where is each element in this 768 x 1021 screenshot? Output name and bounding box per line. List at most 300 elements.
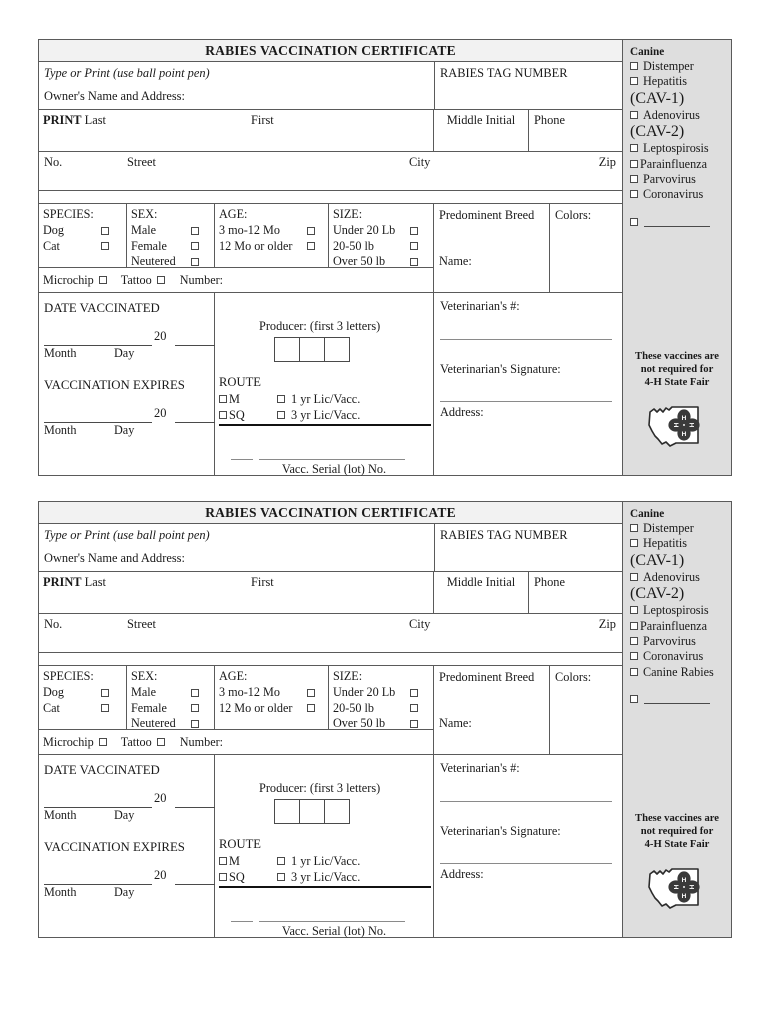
- route-option-m-label: M: [229, 853, 240, 868]
- phone-label: Phone: [534, 575, 565, 589]
- middle-initial-field[interactable]: [434, 110, 529, 151]
- vaccine-checkbox-adenovirus[interactable]: [630, 573, 638, 581]
- vaccine-label: Hepatitis: [643, 74, 688, 89]
- date-vaccinated-section: [39, 755, 215, 937]
- producer-box-3[interactable]: [324, 799, 350, 824]
- age-option-12-months-or-older-label: 12 Mo or older: [219, 700, 293, 715]
- veterinarian-number-line[interactable]: [440, 801, 612, 802]
- vaccine-row-adenovirus[interactable]: [630, 570, 731, 585]
- number-label: No.: [44, 617, 63, 631]
- size-header: SIZE:: [333, 207, 363, 221]
- vaccine-checkbox-hepatitis[interactable]: [630, 539, 638, 547]
- date-vaccinated-input[interactable]: [44, 791, 214, 808]
- svg-text:H: H: [681, 877, 687, 884]
- other-vaccine-write-in-line[interactable]: [644, 225, 710, 227]
- vaccine-checkbox-parvovirus[interactable]: [630, 175, 638, 183]
- canine-vaccine-list: [623, 40, 731, 227]
- species-group: [39, 204, 127, 267]
- sex-option-female[interactable]: [131, 701, 214, 717]
- certificate-title-bar: [39, 40, 622, 62]
- license-option-3yr-label: 3 yr Lic/Vacc.: [291, 869, 361, 884]
- washington-4h-clover-emblem-icon: [646, 865, 708, 911]
- sex-option-neutered-label: Neutered: [131, 254, 176, 269]
- species-option-cat[interactable]: [43, 239, 126, 255]
- producer-box-3[interactable]: [324, 337, 350, 362]
- size-option-over-50[interactable]: [333, 716, 433, 732]
- sex-female-checkbox[interactable]: [191, 704, 199, 712]
- producer-and-route-section: [215, 293, 434, 475]
- species-option-cat-label: Cat: [43, 700, 60, 715]
- other-vaccine-row[interactable]: [630, 217, 731, 227]
- vaccination-expires-input[interactable]: [44, 406, 214, 423]
- route-option-sq-label: SQ: [229, 407, 245, 422]
- vaccine-checkbox-distemper[interactable]: [630, 62, 638, 70]
- veterinarian-section: [434, 755, 622, 937]
- size-header: SIZE:: [333, 669, 363, 683]
- sex-option-male[interactable]: [131, 685, 214, 701]
- expires-day-label: Day: [114, 885, 135, 899]
- size-option-20-50-label: 20-50 lb: [333, 700, 374, 715]
- vaccine-label: Adenovirus: [643, 107, 700, 122]
- size-option-20-50-label: 20-50 lb: [333, 238, 374, 253]
- vaccine-row-distemper[interactable]: [630, 59, 731, 74]
- certificate-main-column: [39, 40, 622, 475]
- other-vaccine-write-in-line[interactable]: [644, 702, 710, 704]
- address-row[interactable]: [39, 152, 622, 191]
- size-over-50-checkbox[interactable]: [410, 720, 418, 728]
- instructions-text: Type or Print (use ball point pen): [44, 66, 210, 80]
- age-option-12-months-or-older-label: 12 Mo or older: [219, 238, 293, 253]
- last-name-label: Last: [84, 575, 107, 589]
- date-vaccinated-year-prefix: 20: [154, 329, 167, 343]
- size-under-20-checkbox[interactable]: [410, 689, 418, 697]
- route-option-m[interactable]: [219, 392, 277, 407]
- vaccine-checkbox-adenovirus[interactable]: [630, 111, 638, 119]
- expires-month-label: Month: [44, 885, 77, 899]
- route-option-m-label: M: [229, 391, 240, 406]
- vaccine-checkbox-coronavirus[interactable]: [630, 652, 638, 660]
- vaccine-sublabel: (CAV-2): [630, 123, 685, 141]
- route-sq-checkbox[interactable]: [219, 411, 227, 419]
- spacer-row: [39, 653, 622, 666]
- sex-header: SEX:: [131, 669, 158, 683]
- vaccine-row-leptospirosis[interactable]: [630, 141, 731, 156]
- species-option-dog-label: Dog: [43, 223, 64, 238]
- vaccine-label: Leptospirosis: [643, 603, 709, 618]
- vaccine-label: Parvovirus: [643, 172, 696, 187]
- vaccine-row-leptospirosis[interactable]: [630, 603, 731, 618]
- vaccine-label: Parainfluenza: [640, 156, 707, 171]
- vaccine-label: Coronavirus: [643, 649, 704, 664]
- age-12-months-or-older-checkbox[interactable]: [307, 242, 315, 250]
- vaccination-expires-label: VACCINATION EXPIRES: [44, 378, 185, 392]
- phone-label: Phone: [534, 113, 565, 127]
- chip-number-label: Number:: [179, 734, 224, 749]
- size-option-under-20-label: Under 20 Lb: [333, 685, 396, 700]
- zip-label: Zip: [598, 617, 616, 631]
- license-option-1yr[interactable]: [277, 854, 360, 869]
- last-first-name-field[interactable]: [39, 110, 434, 151]
- species-sex-age-size-row: [39, 204, 433, 268]
- sex-option-male-label: Male: [131, 685, 157, 700]
- vaccine-label: Coronavirus: [643, 187, 704, 202]
- route-option-sq[interactable]: [219, 408, 277, 423]
- age-option-12-months-or-older[interactable]: [219, 239, 328, 255]
- vaccine-checkbox-parvovirus[interactable]: [630, 637, 638, 645]
- route-m-checkbox[interactable]: [219, 857, 227, 865]
- species-option-dog[interactable]: [43, 685, 126, 701]
- size-option-20-50[interactable]: [333, 701, 433, 717]
- veterinarian-signature-label: Veterinarian's Signature:: [440, 824, 561, 838]
- sex-option-male-label: Male: [131, 223, 157, 238]
- phone-field[interactable]: [529, 572, 622, 613]
- sex-option-neutered[interactable]: [131, 716, 214, 732]
- sex-option-male[interactable]: [131, 223, 214, 239]
- age-12-months-or-older-checkbox[interactable]: [307, 704, 315, 712]
- vaccination-expires-label: VACCINATION EXPIRES: [44, 840, 185, 854]
- species-sex-age-size-row: [39, 666, 433, 730]
- first-name-label: First: [251, 575, 274, 589]
- vacc-serial-prefix-line[interactable]: [231, 459, 253, 460]
- date-vaccinated-day-label: Day: [114, 808, 135, 822]
- print-label: PRINT: [43, 113, 82, 127]
- state-fair-note-line-1: These vaccines are: [635, 813, 719, 824]
- route-m-checkbox[interactable]: [219, 395, 227, 403]
- colors-label: Colors:: [555, 208, 592, 222]
- species-cat-checkbox[interactable]: [101, 704, 109, 712]
- route-section-divider: [219, 424, 431, 426]
- age-header: AGE:: [219, 669, 248, 683]
- emblem-container: [623, 851, 731, 937]
- vaccine-checkbox-distemper[interactable]: [630, 524, 638, 532]
- veterinarian-address-label: Address:: [440, 867, 484, 881]
- sex-male-checkbox[interactable]: [191, 689, 199, 697]
- instructions-text: Type or Print (use ball point pen): [44, 528, 210, 542]
- tattoo-label: Tattoo: [120, 272, 152, 287]
- certificate-main-column: [39, 502, 622, 937]
- vaccine-row-canine-rabies[interactable]: [630, 665, 731, 680]
- vaccine-row-hepatitis[interactable]: [630, 74, 731, 89]
- vaccine-sublabel: (CAV-1): [630, 551, 685, 569]
- vaccine-sublabel: (CAV-1): [630, 89, 685, 107]
- vaccine-row-parainfluenza[interactable]: [630, 157, 731, 172]
- page-title: RABIES VACCINATION CERTIFICATE: [205, 42, 456, 58]
- other-vaccine-row[interactable]: [630, 694, 731, 704]
- vaccine-checkbox-canine-rabies[interactable]: [630, 668, 638, 676]
- tattoo-checkbox[interactable]: [157, 738, 165, 746]
- size-option-under-20[interactable]: [333, 223, 433, 239]
- sex-group: [127, 666, 215, 729]
- date-vaccinated-input[interactable]: [44, 329, 214, 346]
- age-option-12-months-or-older[interactable]: [219, 701, 328, 717]
- license-1yr-checkbox[interactable]: [277, 395, 285, 403]
- owner-block: [39, 62, 434, 109]
- species-cat-checkbox[interactable]: [101, 242, 109, 250]
- sex-option-female[interactable]: [131, 239, 214, 255]
- vaccine-label: Parvovirus: [643, 634, 696, 649]
- middle-initial-field[interactable]: [434, 572, 529, 613]
- address-row[interactable]: [39, 614, 622, 653]
- vaccination-details-row: [39, 293, 622, 475]
- veterinarian-number-label: Veterinarian's #:: [440, 761, 520, 775]
- producer-label: Producer: (first 3 letters): [259, 319, 381, 333]
- state-fair-note-line-3: 4-H State Fair: [644, 377, 710, 388]
- colors-label: Colors:: [555, 670, 592, 684]
- last-name-label: Last: [84, 113, 107, 127]
- colors-field[interactable]: [550, 666, 622, 754]
- producer-box-2[interactable]: [299, 799, 325, 824]
- vaccine-label: Adenovirus: [643, 569, 700, 584]
- svg-text:H: H: [687, 422, 695, 428]
- license-3yr-checkbox[interactable]: [277, 411, 285, 419]
- size-20-50-checkbox[interactable]: [410, 242, 418, 250]
- sex-option-neutered[interactable]: [131, 254, 214, 270]
- svg-text:H: H: [681, 415, 687, 422]
- microchip-tattoo-row[interactable]: [39, 730, 433, 754]
- animal-name-label: Name:: [439, 716, 472, 730]
- expires-month-day-labels: [44, 885, 214, 900]
- size-option-20-50[interactable]: [333, 239, 433, 255]
- age-option-3-12-months[interactable]: [219, 223, 328, 239]
- size-option-under-20-label: Under 20 Lb: [333, 223, 396, 238]
- route-label: ROUTE: [219, 837, 261, 851]
- vaccine-label: Canine Rabies: [643, 664, 714, 679]
- other-vaccine-checkbox[interactable]: [630, 695, 638, 703]
- street-label: Street: [127, 155, 156, 169]
- expires-year-prefix: 20: [154, 868, 167, 882]
- producer-box-1[interactable]: [274, 337, 300, 362]
- vaccine-row-coronavirus[interactable]: [630, 187, 731, 202]
- svg-text:H: H: [673, 422, 681, 428]
- first-name-label: First: [251, 113, 274, 127]
- vaccine-label: Parainfluenza: [640, 618, 707, 633]
- date-vaccinated-label: DATE VACCINATED: [44, 763, 160, 777]
- vaccine-sublabel: (CAV-2): [630, 585, 685, 603]
- route-sq-checkbox[interactable]: [219, 873, 227, 881]
- license-3yr-checkbox[interactable]: [277, 873, 285, 881]
- microchip-label: Microchip: [43, 734, 94, 749]
- page-title: RABIES VACCINATION CERTIFICATE: [205, 504, 456, 520]
- veterinarian-section: [434, 293, 622, 475]
- date-vaccinated-day-label: Day: [114, 346, 135, 360]
- washington-4h-clover-emblem-icon: [646, 403, 708, 449]
- size-option-over-50[interactable]: [333, 254, 433, 270]
- microchip-checkbox[interactable]: [99, 276, 107, 284]
- producer-box-1[interactable]: [274, 799, 300, 824]
- state-fair-note: [623, 812, 731, 851]
- license-option-3yr[interactable]: [277, 408, 360, 423]
- sex-option-female-label: Female: [131, 238, 167, 253]
- veterinarian-signature-line[interactable]: [440, 863, 612, 864]
- svg-text:H: H: [687, 884, 695, 890]
- species-option-cat[interactable]: [43, 701, 126, 717]
- license-option-3yr[interactable]: [277, 870, 360, 885]
- middle-initial-label: Middle Initial: [446, 575, 516, 589]
- number-label: No.: [44, 155, 63, 169]
- expires-day-label: Day: [114, 423, 135, 437]
- vaccine-checkbox-list: [630, 521, 731, 680]
- vaccine-label: Leptospirosis: [643, 141, 709, 156]
- vaccine-label: Distemper: [643, 521, 694, 535]
- route-option-sq[interactable]: [219, 870, 277, 885]
- street-label: Street: [127, 617, 156, 631]
- vaccine-checkbox-hepatitis[interactable]: [630, 77, 638, 85]
- expires-year-prefix: 20: [154, 406, 167, 420]
- vaccination-expires-input[interactable]: [44, 868, 214, 885]
- sex-female-checkbox[interactable]: [191, 242, 199, 250]
- vaccine-row-adenovirus[interactable]: [630, 108, 731, 123]
- microchip-tattoo-row[interactable]: [39, 268, 433, 292]
- canine-header: Canine: [630, 46, 665, 58]
- veterinarian-number-label: Veterinarian's #:: [440, 299, 520, 313]
- microchip-checkbox[interactable]: [99, 738, 107, 746]
- vacc-serial-label: Vacc. Serial (lot) No.: [281, 924, 387, 938]
- license-option-1yr-label: 1 yr Lic/Vacc.: [291, 391, 361, 406]
- microchip-label: Microchip: [43, 272, 94, 287]
- middle-initial-label: Middle Initial: [446, 113, 516, 127]
- zip-label: Zip: [598, 155, 616, 169]
- svg-text:H: H: [673, 884, 681, 890]
- date-vaccinated-month-label: Month: [44, 346, 77, 360]
- vacc-serial-prefix-line[interactable]: [231, 921, 253, 922]
- vacc-serial-line[interactable]: [259, 459, 405, 460]
- size-20-50-checkbox[interactable]: [410, 704, 418, 712]
- vaccine-row-distemper[interactable]: [630, 521, 731, 536]
- date-vaccinated-month-day-labels: [44, 346, 214, 361]
- size-over-50-checkbox[interactable]: [410, 258, 418, 266]
- species-option-dog[interactable]: [43, 223, 126, 239]
- rabies-tag-number-field[interactable]: [434, 524, 622, 571]
- owner-block: [39, 524, 434, 571]
- rabies-vaccination-certificate-card-1: [38, 39, 732, 476]
- city-label: City: [409, 155, 431, 169]
- size-option-under-20[interactable]: [333, 685, 433, 701]
- canine-vaccine-list: [623, 502, 731, 704]
- route-section-divider: [219, 886, 431, 888]
- state-fair-note-line-2: not required for: [640, 826, 714, 837]
- date-vaccinated-month-label: Month: [44, 808, 77, 822]
- route-label: ROUTE: [219, 375, 261, 389]
- sex-neutered-checkbox[interactable]: [191, 720, 199, 728]
- veterinarian-signature-line[interactable]: [440, 401, 612, 402]
- tattoo-checkbox[interactable]: [157, 276, 165, 284]
- route-option-m[interactable]: [219, 854, 277, 869]
- producer-code-boxes[interactable]: [275, 337, 350, 362]
- producer-and-route-section: [215, 755, 434, 937]
- vaccine-row-parvovirus[interactable]: [630, 634, 731, 649]
- license-option-1yr-label: 1 yr Lic/Vacc.: [291, 853, 361, 868]
- producer-code-boxes[interactable]: [275, 799, 350, 824]
- state-fair-note-line-3: 4-H State Fair: [644, 839, 710, 850]
- owner-name-address-label: Owner's Name and Address:: [44, 551, 185, 565]
- vaccine-row-parvovirus[interactable]: [630, 172, 731, 187]
- age-3-12-months-checkbox[interactable]: [307, 227, 315, 235]
- vaccine-checkbox-parainfluenza[interactable]: [630, 160, 638, 168]
- species-group: [39, 666, 127, 729]
- age-option-3-12-months[interactable]: [219, 685, 328, 701]
- animal-name-label: Name:: [439, 254, 472, 268]
- age-group: [215, 666, 329, 729]
- colors-field[interactable]: [550, 204, 622, 292]
- route-options-grid: [219, 853, 360, 885]
- vaccine-checkbox-parainfluenza[interactable]: [630, 622, 638, 630]
- predominent-breed-label: Predominent Breed: [439, 208, 535, 222]
- predominent-breed-field[interactable]: [434, 204, 550, 292]
- license-1yr-checkbox[interactable]: [277, 857, 285, 865]
- species-dog-checkbox[interactable]: [101, 227, 109, 235]
- vaccine-row-hepatitis[interactable]: [630, 536, 731, 551]
- vaccine-label: Hepatitis: [643, 536, 688, 551]
- vaccine-checkbox-list: [630, 59, 731, 203]
- sex-male-checkbox[interactable]: [191, 227, 199, 235]
- vaccine-label: Distemper: [643, 59, 694, 73]
- print-label: PRINT: [43, 575, 82, 589]
- size-group: [329, 666, 433, 729]
- veterinarian-address-label: Address:: [440, 405, 484, 419]
- route-option-sq-label: SQ: [229, 869, 245, 884]
- owner-name-address-label: Owner's Name and Address:: [44, 89, 185, 103]
- state-fair-note-line-1: These vaccines are: [635, 351, 719, 362]
- species-option-dog-label: Dog: [43, 685, 64, 700]
- expires-month-label: Month: [44, 423, 77, 437]
- canine-vaccine-sidebar: [622, 502, 731, 937]
- vaccine-checkbox-leptospirosis[interactable]: [630, 606, 638, 614]
- species-header: SPECIES:: [43, 207, 94, 221]
- species-dog-checkbox[interactable]: [101, 689, 109, 697]
- age-option-3-12-months-label: 3 mo-12 Mo: [219, 685, 280, 700]
- sex-header: SEX:: [131, 207, 158, 221]
- name-row: [39, 110, 622, 152]
- owner-and-tag-row: [39, 524, 622, 572]
- owner-and-tag-row: [39, 62, 622, 110]
- veterinarian-number-line[interactable]: [440, 339, 612, 340]
- city-label: City: [409, 617, 431, 631]
- age-header: AGE:: [219, 207, 248, 221]
- vacc-serial-label: Vacc. Serial (lot) No.: [281, 462, 387, 476]
- canine-header: Canine: [630, 508, 665, 520]
- size-under-20-checkbox[interactable]: [410, 227, 418, 235]
- svg-text:H: H: [681, 893, 687, 900]
- phone-field[interactable]: [529, 110, 622, 151]
- rabies-vaccination-certificate-card-2: [38, 501, 732, 938]
- spacer-row: [39, 191, 622, 204]
- rabies-tag-number-field[interactable]: [434, 62, 622, 109]
- sex-option-female-label: Female: [131, 700, 167, 715]
- age-option-3-12-months-label: 3 mo-12 Mo: [219, 223, 280, 238]
- species-option-cat-label: Cat: [43, 238, 60, 253]
- chip-number-label: Number:: [179, 272, 224, 287]
- last-first-name-field[interactable]: [39, 572, 434, 613]
- other-vaccine-checkbox[interactable]: [630, 218, 638, 226]
- vaccine-checkbox-leptospirosis[interactable]: [630, 144, 638, 152]
- vaccine-checkbox-coronavirus[interactable]: [630, 190, 638, 198]
- state-fair-note-line-2: not required for: [640, 364, 714, 375]
- sex-neutered-checkbox[interactable]: [191, 258, 199, 266]
- animal-description-row: [39, 204, 622, 293]
- expires-month-day-labels: [44, 423, 214, 438]
- license-option-1yr[interactable]: [277, 392, 360, 407]
- vaccine-row-parainfluenza[interactable]: [630, 619, 731, 634]
- age-group: [215, 204, 329, 267]
- canine-vaccine-sidebar: [622, 40, 731, 475]
- predominent-breed-field[interactable]: [434, 666, 550, 754]
- age-3-12-months-checkbox[interactable]: [307, 689, 315, 697]
- vaccine-row-coronavirus[interactable]: [630, 649, 731, 664]
- size-option-over-50-label: Over 50 lb: [333, 716, 386, 731]
- vacc-serial-line[interactable]: [259, 921, 405, 922]
- producer-box-2[interactable]: [299, 337, 325, 362]
- date-vaccinated-label: DATE VACCINATED: [44, 301, 160, 315]
